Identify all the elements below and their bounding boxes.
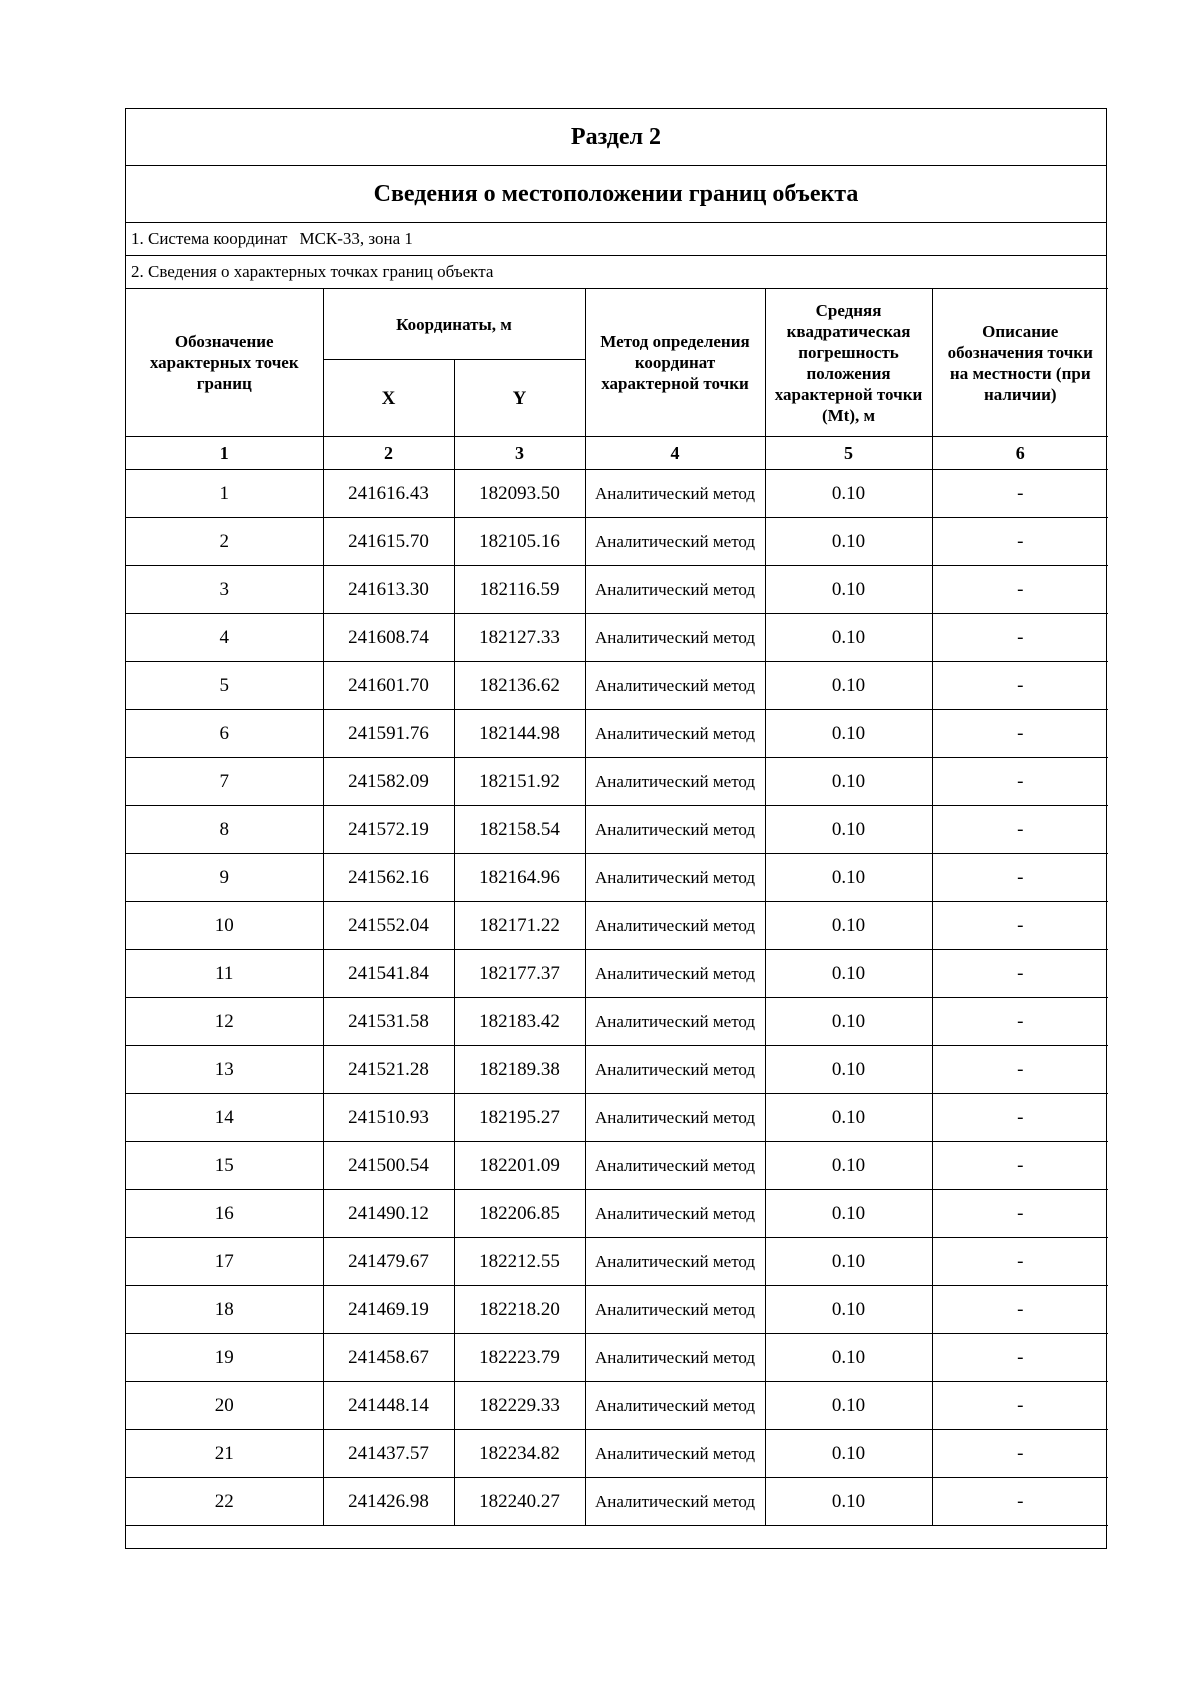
method-cell: Аналитический метод xyxy=(585,710,765,758)
description-cell: - xyxy=(932,1286,1108,1334)
table-row xyxy=(126,1334,1108,1382)
method-cell: Аналитический метод xyxy=(585,566,765,614)
table-row xyxy=(126,662,1108,710)
method-cell: Аналитический метод xyxy=(585,1046,765,1094)
coordinate-x-cell: 241490.12 xyxy=(323,1190,454,1238)
error-cell: 0.10 xyxy=(765,1142,932,1190)
coordinate-y-cell: 182105.16 xyxy=(454,518,585,566)
column-number: 1 xyxy=(126,437,323,470)
description-cell: - xyxy=(932,1142,1108,1190)
description-cell: - xyxy=(932,1094,1108,1142)
error-cell: 0.10 xyxy=(765,1286,932,1334)
error-cell: 0.10 xyxy=(765,1478,932,1526)
description-cell: - xyxy=(932,998,1108,1046)
coordinate-x-cell: 241572.19 xyxy=(323,806,454,854)
point-number-cell: 16 xyxy=(126,1190,323,1238)
description-cell: - xyxy=(932,1430,1108,1478)
description-cell: - xyxy=(932,566,1108,614)
table-row xyxy=(126,902,1108,950)
header-y: Y xyxy=(454,360,585,437)
point-number-cell: 18 xyxy=(126,1286,323,1334)
point-number-cell: 17 xyxy=(126,1238,323,1286)
coordinate-x-cell: 241616.43 xyxy=(323,470,454,518)
description-cell: - xyxy=(932,1382,1108,1430)
table-row xyxy=(126,1094,1108,1142)
coordinate-y-cell: 182240.27 xyxy=(454,1478,585,1526)
method-cell: Аналитический метод xyxy=(585,470,765,518)
coordinate-y-cell: 182164.96 xyxy=(454,854,585,902)
coordinate-system-line xyxy=(126,223,1106,256)
coordinate-x-cell: 241479.67 xyxy=(323,1238,454,1286)
method-cell: Аналитический метод xyxy=(585,1286,765,1334)
point-number-cell: 7 xyxy=(126,758,323,806)
column-number: 3 xyxy=(454,437,585,470)
coordinate-y-cell: 182171.22 xyxy=(454,902,585,950)
coordinate-x-cell: 241521.28 xyxy=(323,1046,454,1094)
point-number-cell: 22 xyxy=(126,1478,323,1526)
point-number-cell: 6 xyxy=(126,710,323,758)
coordinate-x-cell: 241582.09 xyxy=(323,758,454,806)
point-number-cell: 14 xyxy=(126,1094,323,1142)
error-cell: 0.10 xyxy=(765,758,932,806)
document-frame xyxy=(125,108,1107,1549)
table-row xyxy=(126,1142,1108,1190)
point-number-cell: 15 xyxy=(126,1142,323,1190)
method-cell: Аналитический метод xyxy=(585,1094,765,1142)
description-cell: - xyxy=(932,1238,1108,1286)
point-number-cell: 13 xyxy=(126,1046,323,1094)
coordinate-y-cell: 182223.79 xyxy=(454,1334,585,1382)
table-row xyxy=(126,518,1108,566)
table-row xyxy=(126,566,1108,614)
point-number-cell: 21 xyxy=(126,1430,323,1478)
coordinate-x-cell: 241448.14 xyxy=(323,1382,454,1430)
empty-cell xyxy=(932,1526,1108,1549)
empty-cell xyxy=(585,1526,765,1549)
header-method: Метод определения координат характерной точки xyxy=(585,289,765,437)
coordinate-y-cell: 182136.62 xyxy=(454,662,585,710)
method-cell: Аналитический метод xyxy=(585,854,765,902)
table-row xyxy=(126,1046,1108,1094)
section-title: Раздел 2 xyxy=(126,109,1106,166)
error-cell: 0.10 xyxy=(765,1334,932,1382)
point-number-cell: 11 xyxy=(126,950,323,998)
method-cell: Аналитический метод xyxy=(585,950,765,998)
description-cell: - xyxy=(932,950,1108,998)
coordinate-x-cell: 241601.70 xyxy=(323,662,454,710)
error-cell: 0.10 xyxy=(765,1430,932,1478)
description-cell: - xyxy=(932,518,1108,566)
coordinate-y-cell: 182229.33 xyxy=(454,1382,585,1430)
error-cell: 0.10 xyxy=(765,566,932,614)
coordinate-y-cell: 182206.85 xyxy=(454,1190,585,1238)
point-number-cell: 3 xyxy=(126,566,323,614)
table-row xyxy=(126,1382,1108,1430)
error-cell: 0.10 xyxy=(765,1190,932,1238)
coordinate-y-cell: 182234.82 xyxy=(454,1430,585,1478)
error-cell: 0.10 xyxy=(765,614,932,662)
method-cell: Аналитический метод xyxy=(585,1430,765,1478)
coordinate-x-cell: 241591.76 xyxy=(323,710,454,758)
header-designation: Обозначение характерных точек границ xyxy=(126,289,323,437)
method-cell: Аналитический метод xyxy=(585,1334,765,1382)
point-number-cell: 10 xyxy=(126,902,323,950)
coordinate-x-cell: 241613.30 xyxy=(323,566,454,614)
point-number-cell: 19 xyxy=(126,1334,323,1382)
header-description: Описание обозначения точки на местности (при наличии) xyxy=(932,289,1108,437)
coordinate-x-cell: 241615.70 xyxy=(323,518,454,566)
error-cell: 0.10 xyxy=(765,806,932,854)
table-row xyxy=(126,1430,1108,1478)
column-number: 6 xyxy=(932,437,1108,470)
column-number: 2 xyxy=(323,437,454,470)
table-row xyxy=(126,806,1108,854)
table-row xyxy=(126,950,1108,998)
description-cell: - xyxy=(932,662,1108,710)
point-number-cell: 4 xyxy=(126,614,323,662)
coordinate-y-cell: 182144.98 xyxy=(454,710,585,758)
coordinate-y-cell: 182093.50 xyxy=(454,470,585,518)
coordinate-x-cell: 241608.74 xyxy=(323,614,454,662)
method-cell: Аналитический метод xyxy=(585,806,765,854)
error-cell: 0.10 xyxy=(765,710,932,758)
method-cell: Аналитический метод xyxy=(585,662,765,710)
error-cell: 0.10 xyxy=(765,470,932,518)
coordinate-y-cell: 182151.92 xyxy=(454,758,585,806)
coordinate-x-cell: 241510.93 xyxy=(323,1094,454,1142)
boundary-points-table xyxy=(126,288,1108,1548)
table-row xyxy=(126,1286,1108,1334)
description-cell: - xyxy=(932,854,1108,902)
error-cell: 0.10 xyxy=(765,950,932,998)
description-cell: - xyxy=(932,758,1108,806)
coordinate-x-cell: 241552.04 xyxy=(323,902,454,950)
method-cell: Аналитический метод xyxy=(585,1382,765,1430)
point-number-cell: 9 xyxy=(126,854,323,902)
method-cell: Аналитический метод xyxy=(585,518,765,566)
description-cell: - xyxy=(932,902,1108,950)
coordinate-system-label: 1. Система координат xyxy=(131,229,288,248)
table-row xyxy=(126,758,1108,806)
empty-cell xyxy=(323,1526,454,1549)
column-numbers-row xyxy=(126,437,1108,470)
description-cell: - xyxy=(932,1190,1108,1238)
error-cell: 0.10 xyxy=(765,998,932,1046)
table-row xyxy=(126,470,1108,518)
error-cell: 0.10 xyxy=(765,1238,932,1286)
points-heading: 2. Сведения о характерных точках границ объекта xyxy=(131,262,494,281)
coordinate-y-cell: 182195.27 xyxy=(454,1094,585,1142)
empty-cell xyxy=(126,1526,323,1549)
coordinate-y-cell: 182212.55 xyxy=(454,1238,585,1286)
table-row xyxy=(126,1190,1108,1238)
method-cell: Аналитический метод xyxy=(585,1190,765,1238)
point-number-cell: 12 xyxy=(126,998,323,1046)
description-cell: - xyxy=(932,1046,1108,1094)
header-coordinates: Координаты, м xyxy=(323,289,585,360)
header-error: Средняя квадратическая погрешность положения характерной точки (Mt), м xyxy=(765,289,932,437)
empty-cell xyxy=(765,1526,932,1549)
error-cell: 0.10 xyxy=(765,1046,932,1094)
coordinate-y-cell: 182189.38 xyxy=(454,1046,585,1094)
table-row xyxy=(126,614,1108,662)
coordinate-y-cell: 182218.20 xyxy=(454,1286,585,1334)
table-row xyxy=(126,1238,1108,1286)
description-cell: - xyxy=(932,710,1108,758)
error-cell: 0.10 xyxy=(765,854,932,902)
coordinate-x-cell: 241562.16 xyxy=(323,854,454,902)
coordinate-y-cell: 182116.59 xyxy=(454,566,585,614)
coordinate-y-cell: 182183.42 xyxy=(454,998,585,1046)
error-cell: 0.10 xyxy=(765,1382,932,1430)
coordinate-y-cell: 182127.33 xyxy=(454,614,585,662)
empty-cell xyxy=(454,1526,585,1549)
table-row xyxy=(126,998,1108,1046)
error-cell: 0.10 xyxy=(765,662,932,710)
description-cell: - xyxy=(932,806,1108,854)
description-cell: - xyxy=(932,1478,1108,1526)
description-cell: - xyxy=(932,470,1108,518)
coordinate-system-value: МСК-33, зона 1 xyxy=(299,229,413,248)
method-cell: Аналитический метод xyxy=(585,614,765,662)
empty-row xyxy=(126,1526,1108,1549)
method-cell: Аналитический метод xyxy=(585,902,765,950)
coordinate-x-cell: 241500.54 xyxy=(323,1142,454,1190)
description-cell: - xyxy=(932,1334,1108,1382)
description-cell: - xyxy=(932,614,1108,662)
error-cell: 0.10 xyxy=(765,902,932,950)
coordinate-x-cell: 241426.98 xyxy=(323,1478,454,1526)
column-number: 5 xyxy=(765,437,932,470)
error-cell: 0.10 xyxy=(765,518,932,566)
method-cell: Аналитический метод xyxy=(585,758,765,806)
point-number-cell: 20 xyxy=(126,1382,323,1430)
method-cell: Аналитический метод xyxy=(585,1142,765,1190)
coordinate-x-cell: 241531.58 xyxy=(323,998,454,1046)
point-number-cell: 2 xyxy=(126,518,323,566)
coordinate-x-cell: 241437.57 xyxy=(323,1430,454,1478)
coordinate-x-cell: 241541.84 xyxy=(323,950,454,998)
column-number: 4 xyxy=(585,437,765,470)
point-number-cell: 8 xyxy=(126,806,323,854)
table-row xyxy=(126,1478,1108,1526)
coordinate-y-cell: 182158.54 xyxy=(454,806,585,854)
document-subtitle: Сведения о местоположении границ объекта xyxy=(126,166,1106,223)
coordinate-x-cell: 241469.19 xyxy=(323,1286,454,1334)
table-row xyxy=(126,854,1108,902)
method-cell: Аналитический метод xyxy=(585,1478,765,1526)
method-cell: Аналитический метод xyxy=(585,998,765,1046)
point-number-cell: 5 xyxy=(126,662,323,710)
coordinate-y-cell: 182201.09 xyxy=(454,1142,585,1190)
table-row xyxy=(126,710,1108,758)
method-cell: Аналитический метод xyxy=(585,1238,765,1286)
point-number-cell: 1 xyxy=(126,470,323,518)
error-cell: 0.10 xyxy=(765,1094,932,1142)
coordinate-y-cell: 182177.37 xyxy=(454,950,585,998)
coordinate-x-cell: 241458.67 xyxy=(323,1334,454,1382)
header-x: X xyxy=(323,360,454,437)
